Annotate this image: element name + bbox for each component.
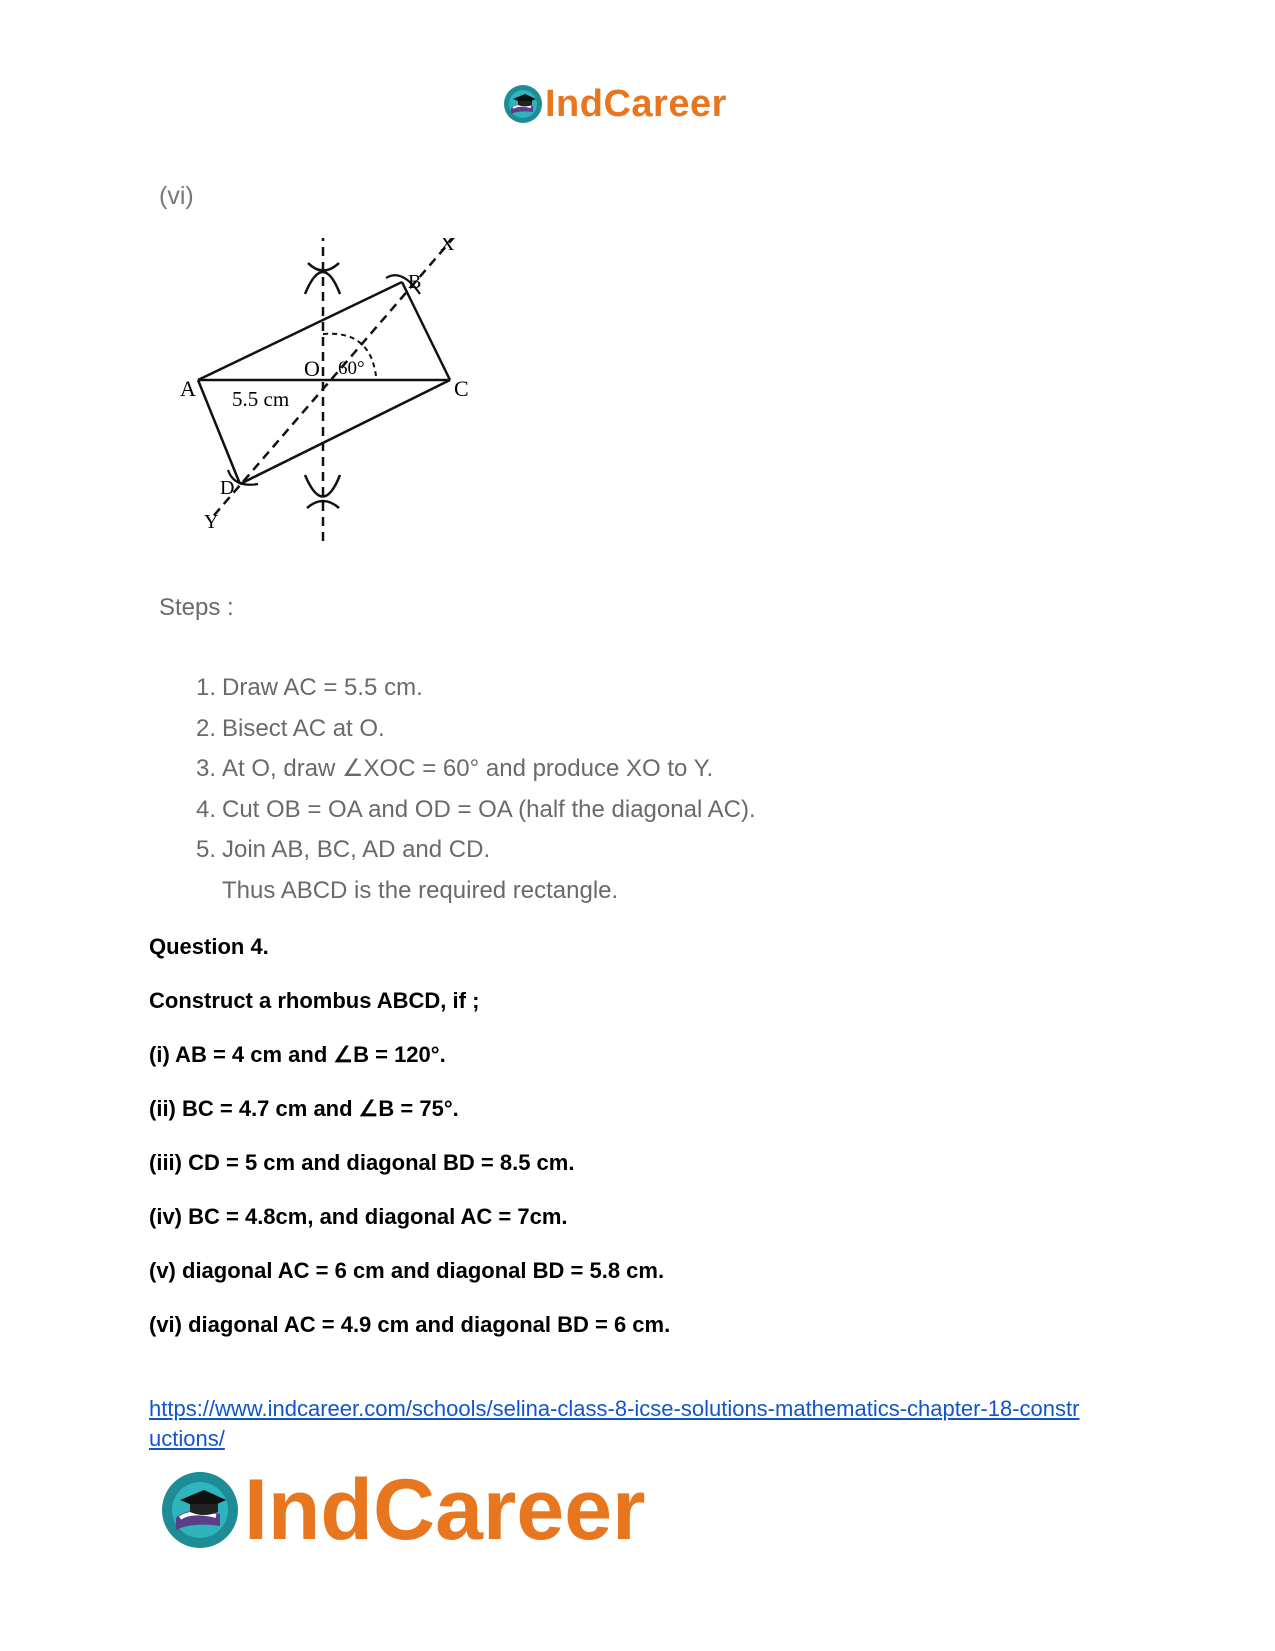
graduation-cap-icon: [503, 84, 543, 124]
point-b-label: B: [408, 271, 422, 293]
graduation-cap-icon: [160, 1470, 240, 1550]
question-part: (iv) BC = 4.8cm, and diagonal AC = 7cm.: [149, 1204, 568, 1229]
steps-conclusion: Thus ABCD is the required rectangle.: [222, 876, 619, 904]
source-link[interactable]: [149, 1394, 1149, 1454]
point-d-label: D: [220, 477, 235, 499]
source-link-line2: uctions/: [149, 1426, 225, 1451]
step-item: 4. Cut OB = OA and OD = OA (half the diagonal AC).: [196, 795, 756, 823]
question-title: Question 4.: [149, 934, 269, 959]
question-part: (v) diagonal AC = 6 cm and diagonal BD = 5.8 cm.: [149, 1258, 665, 1283]
question-prompt: Construct a rhombus ABCD, if ;: [149, 988, 480, 1013]
logo-wordmark: IndCareer: [545, 82, 727, 125]
point-o-label: O: [304, 356, 320, 381]
question-part: (iii) CD = 5 cm and diagonal BD = 8.5 cm.: [149, 1150, 575, 1175]
point-a-label: A: [180, 376, 196, 401]
question-part: (vi) diagonal AC = 4.9 cm and diagonal BD = 6 cm.: [149, 1312, 671, 1337]
indcareer-logo-top: [503, 80, 727, 128]
side-bc: [402, 282, 450, 380]
step-item: 2. Bisect AC at O.: [196, 714, 385, 742]
angle-label: 60°: [338, 358, 365, 379]
point-x-label: X: [440, 238, 455, 255]
rectangle-construction-figure: [180, 238, 510, 568]
figure-label: (vi): [159, 182, 194, 210]
logo-wordmark: IndCareer: [244, 1461, 646, 1558]
point-c-label: C: [454, 376, 469, 401]
length-label: 5.5 cm: [232, 387, 290, 411]
question-part: (i) AB = 4 cm and ∠B = 120°.: [149, 1042, 446, 1067]
steps-list: [196, 668, 756, 911]
question-part: (ii) BC = 4.7 cm and ∠B = 75°.: [149, 1096, 459, 1121]
step-item: 1. Draw AC = 5.5 cm.: [196, 674, 423, 701]
source-link-line1: https://www.indcareer.com/schools/selina-class-8-icse-solutions-mathematics-chapter-18-constr: [149, 1396, 1080, 1421]
step-item: 3. At O, draw ∠XOC = 60° and produce XO to Y.: [196, 755, 714, 782]
step-item: 5. Join AB, BC, AD and CD.: [196, 836, 491, 863]
indcareer-logo-bottom: [160, 1461, 646, 1558]
steps-heading: Steps :: [159, 594, 234, 621]
point-y-label: Y: [204, 511, 219, 533]
